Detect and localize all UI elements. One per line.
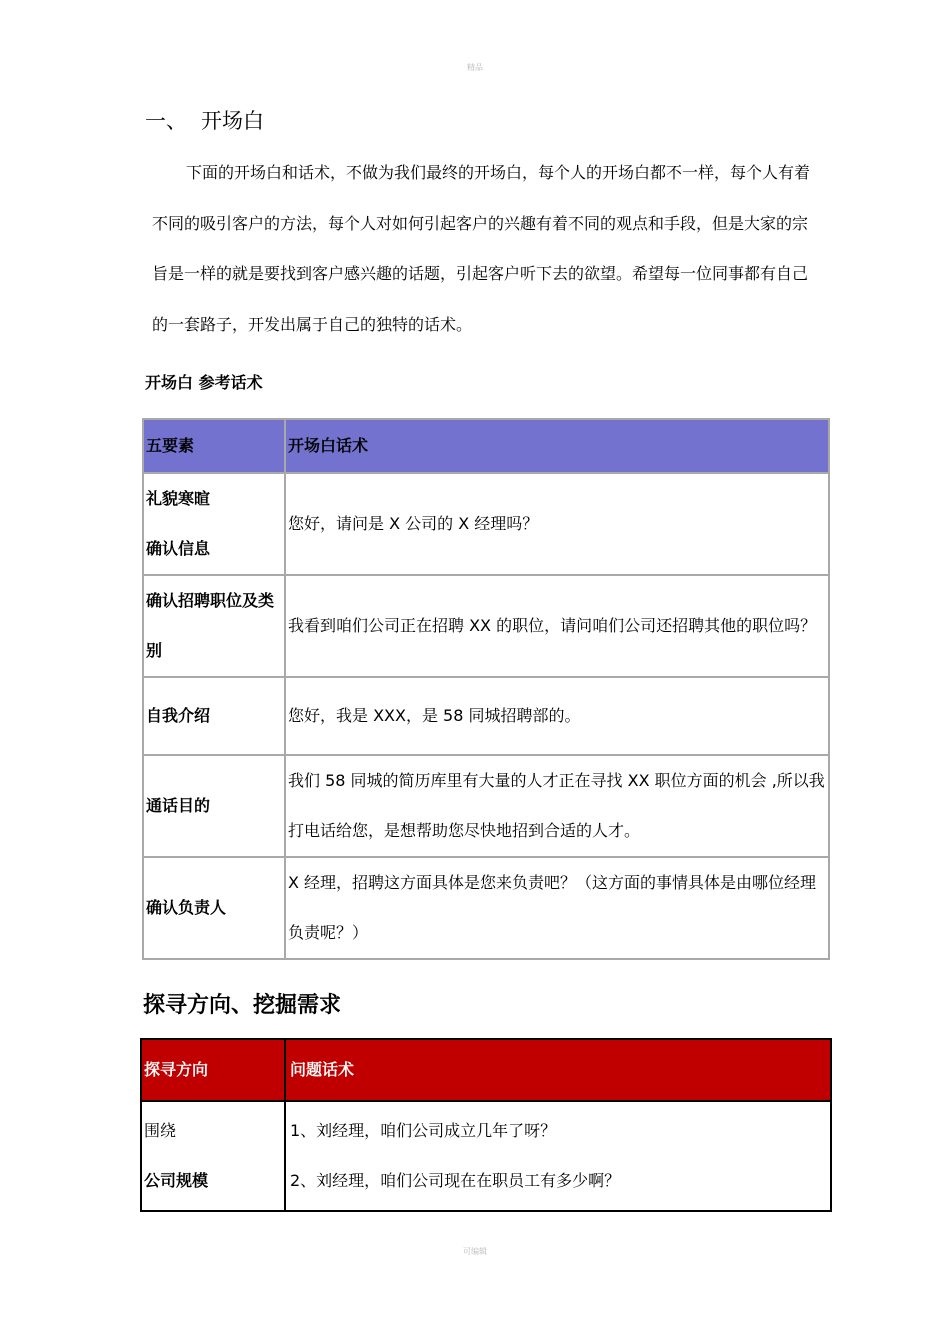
script-cell: X 经理，招聘这方面具体是您来负责吧？（这方面的事情具体是由哪位经理负责呢？） xyxy=(285,857,829,959)
question-item: 2、刘经理，咱们公司现在在职员工有多少啊？ xyxy=(290,1171,621,1190)
table-row xyxy=(143,473,829,575)
element-cell xyxy=(143,473,285,575)
table-row xyxy=(141,1101,831,1211)
script-cell: 您好，我是 XXX，是 58 同城招聘部的。 xyxy=(285,677,829,755)
header-cell-script: 开场白话术 xyxy=(285,419,829,473)
questions-cell xyxy=(285,1101,831,1211)
table-row xyxy=(143,575,829,677)
footer-watermark: 可编辑 xyxy=(463,1247,487,1256)
element-cell: 确认招聘职位及类别 xyxy=(143,575,285,677)
table-row xyxy=(143,677,829,755)
table-row xyxy=(143,857,829,959)
element-label: 礼貌寒暄 xyxy=(146,489,211,508)
direction-cell xyxy=(141,1101,285,1211)
table-row xyxy=(143,755,829,857)
opening-script-table xyxy=(142,418,830,960)
header-cell-elements: 五要素 xyxy=(143,419,285,473)
script-cell: 我看到咱们公司正在招聘 XX 的职位，请问咱们公司还招聘其他的职位吗？ xyxy=(285,575,829,677)
reference-script-subheading: 开场白 参考话术 xyxy=(145,373,263,392)
header-cell-questions: 问题话术 xyxy=(285,1039,831,1101)
direction-prefix: 围绕 xyxy=(144,1121,177,1140)
element-cell: 通话目的 xyxy=(143,755,285,857)
header-cell-direction: 探寻方向 xyxy=(141,1039,285,1101)
section-heading-opening xyxy=(145,104,264,138)
section-heading-needs: 探寻方向、挖掘需求 xyxy=(143,993,342,1018)
header-watermark: 精品 xyxy=(467,63,483,72)
element-cell: 自我介绍 xyxy=(143,677,285,755)
table-header-row xyxy=(141,1039,831,1101)
section-number: 一、 xyxy=(145,109,187,133)
element-label: 确认信息 xyxy=(146,539,211,558)
script-cell: 您好，请问是 X 公司的 X 经理吗？ xyxy=(285,473,829,575)
question-item: 1、刘经理，咱们公司成立几年了呀？ xyxy=(290,1121,557,1140)
script-cell: 我们 58 同城的简历库里有大量的人才正在寻找 XX 职位方面的机会 ,所以我打电话给您，是想帮助您尽快地招到合适的人才。 xyxy=(285,755,829,857)
section-title: 开场白 xyxy=(201,109,264,133)
table-header-row xyxy=(143,419,829,473)
needs-question-table xyxy=(140,1038,832,1212)
intro-paragraph: 下面的开场白和话术，不做为我们最终的开场白，每个人的开场白都不一样，每个人有着不同的吸引客户的方法，每个人对如何引起客户的兴趣有着不同的观点和手段，但是大家的宗旨是一样的就是要找到客户感兴趣的话题，引起客户听下去的欲望。希望每一位同事都有自己的一套路子，开发出属于自己的独特的话术。 xyxy=(152,163,811,334)
direction-topic: 公司规模 xyxy=(144,1171,209,1190)
element-cell: 确认负责人 xyxy=(143,857,285,959)
